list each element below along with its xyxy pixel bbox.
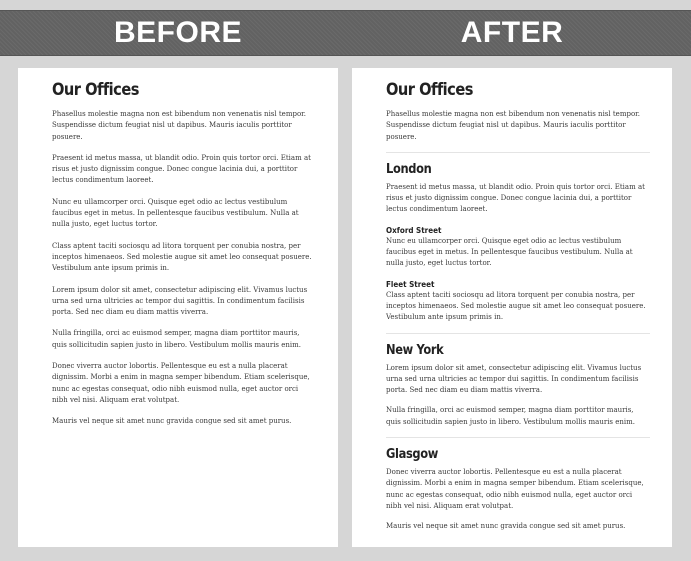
new-york-paragraph: Nulla fringilla, orci ac euismod semper, magna diam porttitor mauris, quis sollicitudin sapien justo in libero. Vestibulum mollis mauris enim. (386, 406, 636, 426)
page-title: Our Offices (386, 80, 473, 100)
oxford-street-paragraph: Nunc eu ullamcorper orci. Quisque eget odio ac lectus vestibulum faucibus eget in metus. In pellentesque faucibus vestibulum. Nulla at nulla justo, eget luctus tortor. (386, 236, 633, 268)
section-divider (386, 152, 650, 153)
new-york-paragraph: Lorem ipsum dolor sit amet, consectetur adipiscing elit. Vivamus luctus urna sed urna ultricies ac tempor dui sagittis. In condimentum facilisis porta. Sed nec diam eu diam mattis viverra. (386, 363, 642, 395)
paragraph: Mauris vel neque sit amet nunc gravida congue sed sit amet purus. (52, 417, 292, 426)
paragraph: Nulla fringilla, orci ac euismod semper, magna diam porttitor mauris, quis sollicitudin sapien justo in libero. Vestibulum mollis mauris enim. (52, 329, 302, 349)
intro-paragraph: Phasellus molestie magna non est bibendum non venenatis nisl tempor. Suspendisse dictum feugiat nisl ut dapibus. Mauris iaculis porttitor posuere. (386, 110, 640, 141)
section-heading-glasgow: Glasgow (386, 447, 439, 463)
paragraph: Praesent id metus massa, ut blandit odio. Proin quis tortor orci. Etiam at risus et justo dignissim congue. Donec congue lacinia dui, a porttitor lectus condimentum laoreet. (52, 153, 311, 185)
paragraph: Class aptent taciti sociosqu ad litora torquent per conubia nostra, per inceptos himenaeos. Sed molestie augue sit amet leo consequat posuere. Vestibulum ante ipsum primis in. (52, 241, 312, 273)
after-label: AFTER (460, 16, 564, 49)
fleet-street-paragraph: Class aptent taciti sociosqu ad litora torquent per conubia nostra, per inceptos himenaeos. Sed molestie augue sit amet leo consequat posuere. Vestibulum ante ipsum primis in. (386, 290, 646, 322)
glasgow-paragraph: Mauris vel neque sit amet nunc gravida congue sed sit amet purus. (386, 522, 626, 531)
london-paragraph: Praesent id metus massa, ut blandit odio. Proin quis tortor orci. Etiam at risus et justo dignissim congue. Donec congue lacinia dui, a porttitor lectus condimentum laoreet. (386, 182, 645, 214)
before-label: BEFORE (113, 16, 242, 49)
glasgow-paragraph: Donec viverra auctor lobortis. Pellentesque eu est a nulla placerat dignissim. Morbi a enim in magna semper bibendum. Etiam scelerisque, nunc ac egestas consequat, odio nibh euismod nulla, eget auctor orci nibh vel nisi. Aliquam erat volutpat. (386, 468, 644, 510)
subheading-fleet-street: Fleet Street (386, 279, 435, 289)
after-page (352, 68, 672, 547)
paragraph: Lorem ipsum dolor sit amet, consectetur adipiscing elit. Vivamus luctus urna sed urna ultricies ac tempor dui sagittis. In condimentum facilisis porta. Sed nec diam eu diam mattis viverra. (52, 285, 308, 317)
section-heading-london: London (386, 161, 432, 177)
section-heading-new-york: New York (386, 342, 444, 358)
comparison-banner (0, 10, 691, 56)
paragraph: Donec viverra auctor lobortis. Pellentesque eu est a nulla placerat dignissim. Morbi a enim in magna semper bibendum. Etiam scelerisque, nunc ac egestas consequat, odio nibh euismod nulla, eget auctor orci nibh vel nisi. Aliquam erat volutpat. (52, 362, 310, 404)
section-divider (386, 333, 650, 334)
subheading-oxford-street: Oxford Street (386, 225, 442, 235)
page-title: Our Offices (52, 80, 139, 100)
paragraph: Phasellus molestie magna non est bibendum non venenatis nisl tempor. Suspendisse dictum feugiat nisl ut dapibus. Mauris iaculis porttitor posuere. (52, 110, 306, 141)
before-page (18, 68, 338, 547)
paragraph: Nunc eu ullamcorper orci. Quisque eget odio ac lectus vestibulum faucibus eget in metus. In pellentesque faucibus vestibulum. Nulla at nulla justo, eget luctus tortor. (52, 197, 299, 229)
section-divider (386, 437, 650, 438)
